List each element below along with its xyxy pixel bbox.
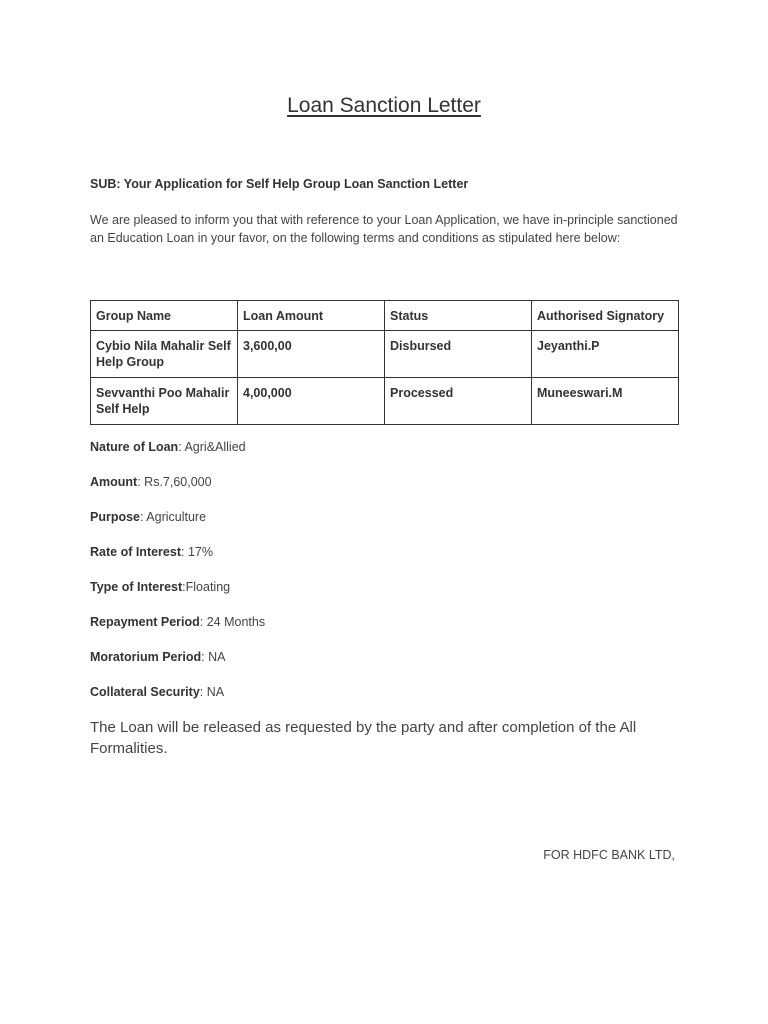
cell-authorised-signatory: Muneeswari.M — [532, 378, 679, 425]
term-amount — [90, 473, 265, 508]
term-collateral-security — [90, 683, 265, 718]
cell-status: Disbursed — [385, 331, 532, 378]
cell-status: Processed — [385, 378, 532, 425]
term-value: Agri&Allied — [184, 440, 246, 454]
term-label: Repayment Period — [90, 615, 200, 629]
term-separator: : — [199, 615, 207, 629]
cell-loan-amount: 3,600,00 — [238, 331, 385, 378]
bank-signoff: FOR HDFC BANK LTD, — [543, 848, 675, 862]
cell-group-name: Cybio Nila Mahalir Self Help Group — [91, 331, 238, 378]
intro-paragraph: We are pleased to inform you that with reference to your Loan Application, we have in-principle sanctioned an Education Loan in your favor, on the following terms and conditions as stipulated here below: — [90, 213, 678, 245]
term-repayment-period — [90, 613, 265, 648]
term-separator: : — [140, 510, 147, 524]
term-value: NA — [208, 650, 226, 664]
term-label: Rate of Interest — [90, 545, 181, 559]
term-value: Rs.7,60,000 — [144, 475, 212, 489]
term-separator: : — [181, 545, 188, 559]
term-label: Type of Interest — [90, 580, 183, 594]
term-purpose — [90, 508, 265, 543]
subject-line: SUB: Your Application for Self Help Group Loan Sanction Letter — [90, 177, 469, 191]
term-value: 17% — [187, 545, 213, 559]
term-separator: : — [137, 475, 145, 489]
header-group-name: Group Name — [91, 301, 238, 331]
term-value: Agriculture — [146, 510, 207, 524]
term-label: Purpose — [90, 510, 141, 524]
term-type-of-interest — [90, 578, 265, 613]
term-moratorium-period — [90, 648, 265, 683]
document-title: Loan Sanction Letter — [287, 94, 481, 117]
table-row — [91, 331, 679, 378]
term-label: Amount — [90, 475, 138, 489]
term-label: Moratorium Period — [90, 650, 202, 664]
table-row — [91, 378, 679, 425]
term-label: Collateral Security — [90, 685, 200, 699]
header-loan-amount: Loan Amount — [238, 301, 385, 331]
cell-authorised-signatory: Jeyanthi.P — [532, 331, 679, 378]
term-separator: : — [199, 685, 207, 699]
term-value: NA — [206, 685, 225, 699]
loan-table — [90, 300, 679, 425]
loan-terms-list — [90, 438, 265, 718]
table-header-row — [91, 301, 679, 331]
header-authorised-signatory: Authorised Signatory — [532, 301, 679, 331]
term-separator: : — [182, 580, 186, 594]
closing-paragraph: The Loan will be released as requested by the party and after completion of the All Formalities. — [90, 719, 637, 757]
cell-group-name: Sevvanthi Poo Mahalir Self Help — [91, 378, 238, 425]
term-rate-of-interest — [90, 543, 265, 578]
term-separator: : — [201, 650, 209, 664]
cell-loan-amount: 4,00,000 — [238, 378, 385, 425]
term-separator: : — [178, 440, 185, 454]
header-status: Status — [385, 301, 532, 331]
term-label: Nature of Loan — [90, 440, 179, 454]
term-value: 24 Months — [206, 615, 266, 629]
term-value: Floating — [185, 580, 231, 594]
term-nature-of-loan — [90, 438, 265, 473]
